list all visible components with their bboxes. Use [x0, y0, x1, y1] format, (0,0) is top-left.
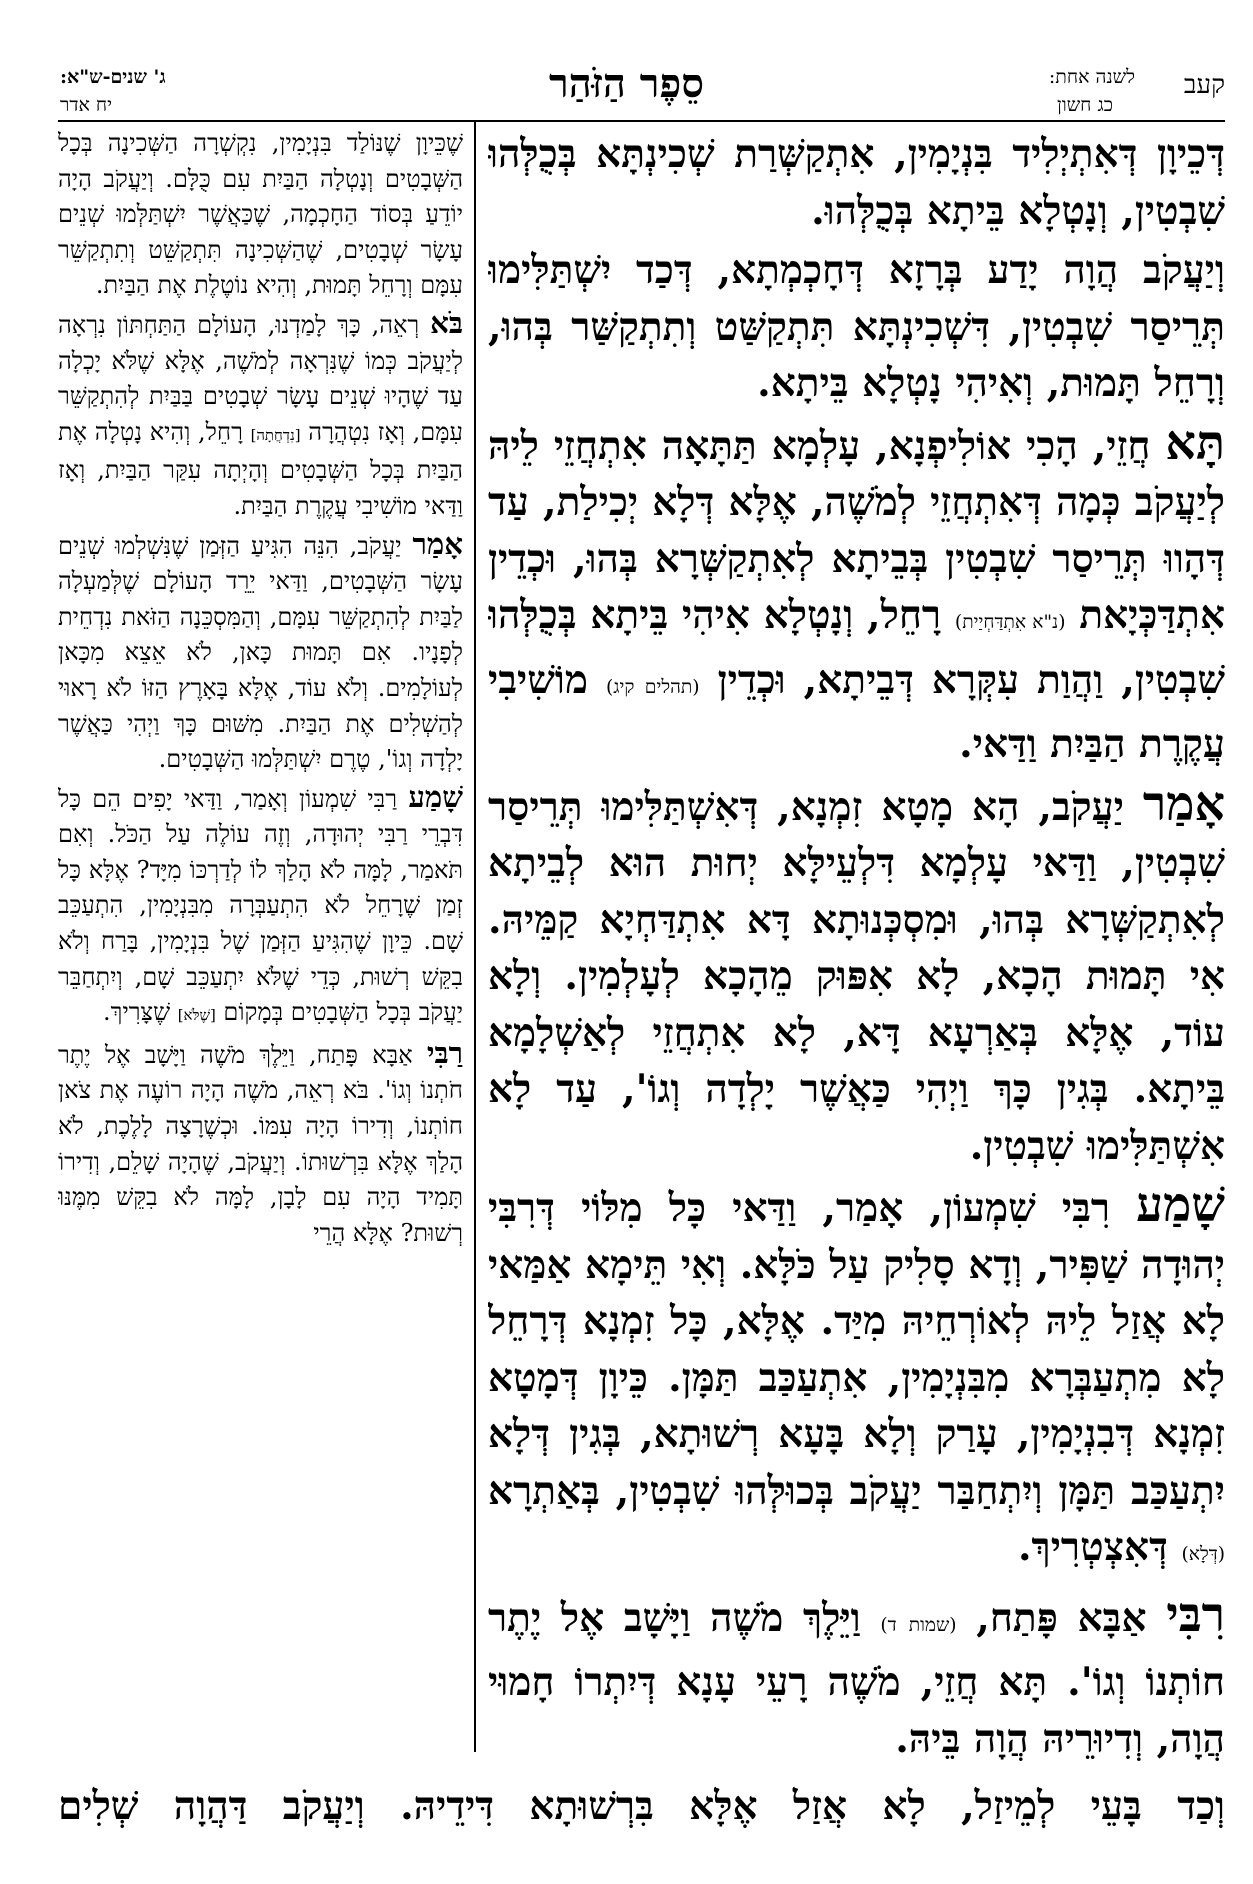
- reading-schedule-year: לשנה אחת:: [1048, 66, 1135, 88]
- variant-note: (דְּלָא): [1181, 1544, 1225, 1565]
- paragraph-lead-word: רַבִּי: [426, 1035, 463, 1070]
- main-paragraph-1: דְּכֵיוָן דְּאִתְיְלִיד בִּנְיָמִין, אִתְקַשְּׁרַת שְׁכִינְתָּא בְּכֻלְּהוּ שִׁבְטִין, וְנָטְלָא בֵּיתָא בְּכֻלְּהוּ.: [488, 131, 1225, 234]
- side-paragraph-3: אָמַר יַעֲקֹב, הִנֵּה הִגִּיעַ הַזְּמַן שֶׁנִּשְׁלְמוּ שְׁנֵים עָשָׂר הַשְּׁבָטִים, וַדַּאי יֵרֵד הָעוֹלָם שֶׁלְּמַעְלָה לַבַּיִת לְהִתְקַשֵּׁר עִמָּם, וְהַמִּסְכֵּנָה הַזֹּאת נִדְחֵית לְפָנָיו. אִם תָּמוּת כָּאן, לֹא אֵצֵא מִכָּאן לְעוֹלָמִים. וְלֹא עוֹד, אֶלָּא בָּאָרֶץ הַזּוֹ לֹא רָאוּי לְהַשְׁלִים אֶת הַבַּיִת. מִשּׁוּם כָּךְ וַיְהִי כַּאֲשֶׁר יָלְדָה וְגוֹ', טֶרֶם יִשְׁתַּלְּמוּ הַשְּׁבָטִים.: [58, 526, 463, 774]
- reading-schedule-date: כג חשון: [1057, 94, 1113, 116]
- paragraph-lead-word: שָׁמַע: [1136, 1177, 1225, 1233]
- paragraph-lead-word: בֹּא: [430, 305, 463, 340]
- page-folio: קעב: [1183, 70, 1225, 100]
- side-paragraph-1: שֶׁכֵּיוָן שֶׁנּוֹלַד בִּנְיָמִין, נִקְשְׁרָה הַשְּׁכִינָה בְּכָל הַשְּׁבָטִים וְנָטְלָה הַבַּיִת עִם כֻּלָּם. וְיַעֲקֹב הָיָה יוֹדֵעַ בְּסוֹד הַחָכְמָה, שֶׁכַּאֲשֶׁר יִשְׁתַּלְּמוּ שְׁנֵים עָשָׂר שְׁבָטִים, שֶׁהַשְּׁכִינָה תִּתְקַשֵּׁט וְתִתְקַשֵּׁר עִמָּם וְרָחֵל תָּמוּת, וְהִיא נוֹטֶלֶת אֶת הַבַּיִת.: [58, 129, 463, 300]
- paragraph-lead-word: תָּא: [1165, 414, 1225, 471]
- main-paragraph-3: תָּא חֲזֵי, הָכִי אוֹלִיפְנָא, עָלְמָא תַּתָּאָה אִתְחֲזֵי לֵיהּ לְיַעֲקֹב כְּמָה דְּאִתְחֲזֵי לְמֹשֶׁה, אֶלָּא דְּלָא יְכִילַת, עַד דְּהָווּ תְּרֵיסַר שִׁבְטִין בְּבֵיתָא לְאִתְקַשְּׁרָא בְּהוּ, וּכְדֵין אִתְדַּכְּיָאת (נ"א אִתְדַּחְיַית) רָחֵל, וְנָטְלָא אִיהִי בֵּיתָא בְּכֻלְּהוּ שִׁבְטִין, וַהֲוַת עִקְּרָא דְּבֵיתָא, וּכְדֵין (תהלים קיג) מוֹשִׁיבִי עֲקֶרֶת הַבַּיִת וַדַּאי.: [488, 414, 1225, 767]
- paragraph-lead-word: שָׁמַע: [408, 779, 463, 814]
- aramaic-main-column: [488, 126, 1225, 1766]
- full-width-continuation-line: וְכַד בָּעֵי לְמֵיזַל, לָא אֲזַל אֶלָּא בִּרְשׁוּתָא דִּידֵיהּ. וְיַעֲקֹב דַּהֲוָה שְׁלִים: [58, 1783, 1225, 1829]
- hebrew-translation-column: [58, 126, 463, 1766]
- header-rule: [58, 120, 1225, 122]
- reading-cycle-date: יח אדר: [60, 94, 113, 116]
- reading-cycle-years: ג' שנים-ש"א:: [60, 66, 166, 88]
- side-paragraph-5: רַבִּי אַבָּא פָּתַח, וַיֵּלֶךְ מֹשֶׁה וַיָּשָׁב אֶל יֶתֶר חֹתְנוֹ וְגוֹ'. בֹּא רְאֵה, מֹשֶׁה הָיָה רוֹעֶה אֶת צֹאן חוֹתְנוֹ, וְדִירוֹ הָיָה עִמּוֹ. וּכְשֶׁרָצָה לָלֶכֶת, לֹא הָלַךְ אֶלָּא בִּרְשׁוּתוֹ. וְיַעֲקֹב, שֶׁהָיָה שָׁלֵם, וְדִירוֹ תָּמִיד הָיָה עִם לָבָן, לָמָּה לֹא בִקֵּשׁ מִמֶּנּוּ רְשׁוּת? אֶלָּא הֲרֵי: [58, 1035, 463, 1247]
- main-paragraph-2: וְיַעֲקֹב הֲוָה יָדַע בְּרָזָא דְּחָכְמְתָא, דְּכַד יִשְׁתַּלִּימוּ תְּרֵיסַר שִׁבְטִין, דִּשְׁכִינְתָּא תִּתְקַשַּׁט וְתִתְקַשַּׁר בְּהוּ, וְרָחֵל תָּמוּת, וְאִיהִי נָטְלָא בֵּיתָא.: [488, 247, 1225, 406]
- variant-note: (נ"א אִתְדַּחְיַית): [954, 612, 1066, 633]
- main-paragraph-5: שָׁמַע רִבִּי שִׁמְעוֹן, אָמַר, וַדַּאי כָּל מִלּוֹי דְּרִבִּי יְהוּדָה שַׁפִּיר, וְדָא סָלִיק עַל כֹּלָּא. וְאִי תֵּימָא אַמַּאי לָא אֲזַל לֵיהּ לְאוֹרְחֵיהּ מִיַּד. אֶלָּא, כָּל זִמְנָא דְּרָחֵל לָא מִתְעַבְּרָא מִבִּנְיָמִין, אִתְעַכַּב תַּמָּן. כֵּיוָן דְּמָטָא זִמְנָא דְּבִנְיָמִין, עָרַק וְלָא בָּעָא רְשׁוּתָא, בְּגִין דְּלָא יִתְעַכַּב תַּמָּן וְיִתְחַבַּר יַעֲקֹב בְּכוּלְּהוּ שִׁבְטִין, בְּאַתְרָא (דְּלָא) דְּאִצְטְרִיךְ.: [488, 1177, 1225, 1570]
- main-paragraph-4: אָמַר יַעֲקֹב, הָא מָטָא זִמְנָא, דְּאִשְׁתַּלִּימוּ תְּרֵיסַר שִׁבְטִין, וַדַּאי עָלְמָא דִּלְעֵילָּא יְחוּת הוּא לְבֵיתָא לְאִתְקַשְּׁרָא בְּהוּ, וּמִסְכְּנוּתָא דָּא אִתְדַּחְיָא קַמֵּיהּ. אִי תָּמוּת הָכָא, לָא אִפּוּק מֵהָכָא לְעָלְמִין. וְלָא עוֹד, אֶלָּא בְּאַרְעָא דָּא, לָא אִתְחֲזֵי לְאַשְׁלָמָא בֵּיתָא. בְּגִין כָּךְ וַיְהִי כַּאֲשֶׁר יָלְדָה וְגוֹ', עַד לָא אִשְׁתַּלִּימוּ שִׁבְטִין.: [488, 775, 1225, 1169]
- column-divider: [474, 122, 476, 1752]
- main-paragraph-6: רִבִּי אַבָּא פָּתַח, (שמות ד) וַיֵּלֶךְ מֹשֶׁה וַיָּשָׁב אֶל יֶתֶר חוֹתְנוֹ וְגוֹ'. תָּא חֲזֵי, מֹשֶׁה רָעֵי עָנָא דְּיִתְרוֹ חָמוּי הֲוָה, וְדִיוּרֵיהּ הֲוָה בֵּיהּ.: [488, 1586, 1225, 1762]
- paragraph-lead-word: אָמַר: [1142, 775, 1225, 832]
- variant-note: [שֶׁלֹּא]: [177, 1006, 216, 1025]
- verse-source-note: (תהלים קיג): [606, 676, 700, 698]
- book-title: סֵפֶר הַזֹּהַר: [549, 60, 704, 107]
- variant-note: [נִדְחֲתָה]: [250, 425, 301, 444]
- paragraph-lead-word: אָמַר: [412, 526, 463, 561]
- paragraph-lead-word: רִבִּי: [1166, 1586, 1225, 1643]
- verse-source-note: (שמות ד): [880, 1614, 957, 1636]
- side-paragraph-2: בֹּא רְאֵה, כָּךְ לָמַדְנוּ, הָעוֹלָם הַתַּחְתּוֹן נִרְאָה לְיַעֲקֹב כְּמוֹ שֶׁנִּרְאָה לְמֹשֶׁה, אֶלָּא שֶׁלֹּא יָכְלָה עַד שֶׁהָיוּ שְׁנֵים עָשָׂר שְׁבָטִים בַּבַּיִת לְהִתְקַשֵּׁר עִמָּם, וְאָז נִטְהֲרָה [נִדְחֲתָה] רָחֵל, וְהִיא נָטְלָה אֶת הַבַּיִת בְּכָל הַשְּׁבָטִים וְהָיְתָה עִקַּר הַבַּיִת, וְאָז וַדַּאי מוֹשִׁיבִי עֲקֶרֶת הַבַּיִת.: [58, 305, 463, 520]
- side-paragraph-4: שָׁמַע רַבִּי שִׁמְעוֹן וְאָמַר, וַדַּאי יָפִים הֵם כָּל דִּבְרֵי רַבִּי יְהוּדָה, וְזֶה עוֹלֶה עַל הַכֹּל. וְאִם תֹּאמַר, לָמָּה לֹא הָלַךְ לוֹ לְדַרְכּוֹ מִיָּד? אֶלָּא כָּל זְמַן שֶׁרָחֵל לֹא הִתְעַבְּרָה מִבִּנְיָמִין, הִתְעַכֵּב שָׁם. כֵּיוָן שֶׁהִגִּיעַ הַזְּמַן שֶׁל בִּנְיָמִין, בָּרַח וְלֹא בִקֵּשׁ רְשׁוּת, כְּדֵי שֶׁלֹּא יִתְעַכֵּב שָׁם, וְיִתְחַבֵּר יַעֲקֹב בְּכָל הַשְּׁבָטִים בְּמָקוֹם [שֶׁלֹּא] שֶׁצָּרִיךְ.: [58, 779, 463, 1027]
